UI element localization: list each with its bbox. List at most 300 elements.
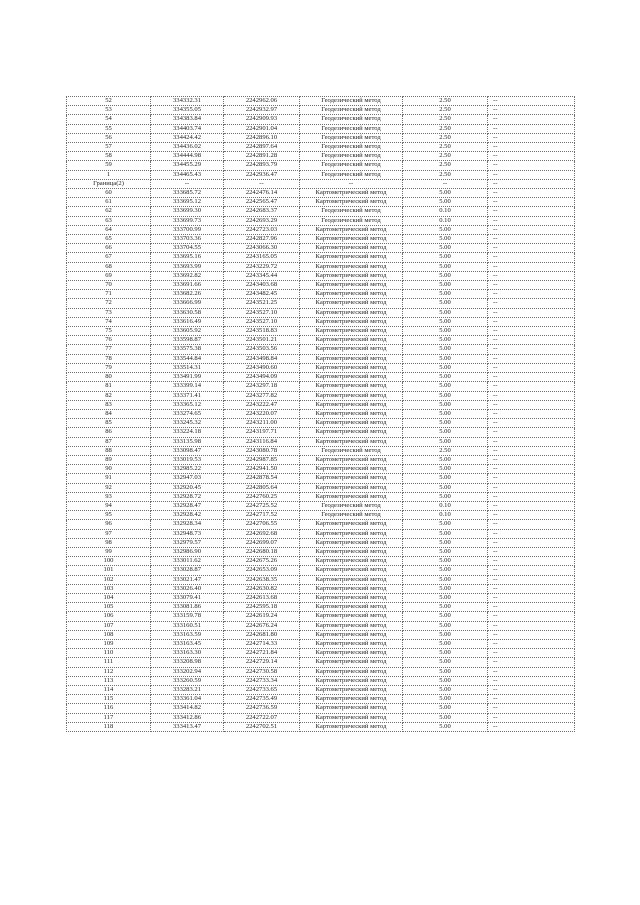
- x-coordinate-cell: 334455.29: [151, 161, 224, 170]
- accuracy-cell: 5.00: [403, 262, 488, 271]
- x-coordinate-cell: 333163.30: [151, 649, 224, 658]
- note-cell: --: [488, 722, 575, 731]
- method-cell: Картометрический метод: [300, 695, 403, 704]
- y-coordinate-cell: 2243345.44: [224, 271, 300, 280]
- x-coordinate-cell: 333699.30: [151, 207, 224, 216]
- y-coordinate-cell: 2243527.10: [224, 317, 300, 326]
- table-row: [67, 354, 575, 363]
- accuracy-cell: 5.00: [403, 391, 488, 400]
- y-coordinate-cell: 2242725.52: [224, 501, 300, 510]
- table-row: [67, 133, 575, 142]
- y-coordinate-cell: 2243501.21: [224, 336, 300, 345]
- method-cell: Картометрический метод: [300, 382, 403, 391]
- y-coordinate-cell: 2242878.54: [224, 474, 300, 483]
- y-coordinate-cell: 2242932.97: [224, 106, 300, 115]
- accuracy-cell: 2.50: [403, 97, 488, 106]
- table-row: [67, 483, 575, 492]
- y-coordinate-cell: 2243277.82: [224, 391, 300, 400]
- method-cell: Картометрический метод: [300, 373, 403, 382]
- table-row: [67, 143, 575, 152]
- y-coordinate-cell: 2243498.84: [224, 354, 300, 363]
- table-row: [67, 584, 575, 593]
- point-number-cell: 79: [67, 363, 151, 372]
- method-cell: Картометрический метод: [300, 713, 403, 722]
- table-row: [67, 271, 575, 280]
- table-row: [67, 630, 575, 639]
- x-coordinate-cell: 334332.31: [151, 97, 224, 106]
- accuracy-cell: 5.00: [403, 492, 488, 501]
- method-cell: Картометрический метод: [300, 520, 403, 529]
- method-cell: Геодезический метод: [300, 170, 403, 179]
- point-number-cell: 85: [67, 419, 151, 428]
- note-cell: --: [488, 133, 575, 142]
- note-cell: --: [488, 538, 575, 547]
- accuracy-cell: 5.00: [403, 649, 488, 658]
- point-number-cell: 114: [67, 686, 151, 695]
- note-cell: --: [488, 695, 575, 704]
- method-cell: Картометрический метод: [300, 686, 403, 695]
- y-coordinate-cell: 2243521.25: [224, 299, 300, 308]
- x-coordinate-cell: 333693.99: [151, 262, 224, 271]
- note-cell: --: [488, 327, 575, 336]
- note-cell: --: [488, 428, 575, 437]
- table-row: [67, 428, 575, 437]
- y-coordinate-cell: 2242729.14: [224, 658, 300, 667]
- y-coordinate-cell: 2242693.29: [224, 216, 300, 225]
- table-row: [67, 317, 575, 326]
- x-coordinate-cell: 333598.87: [151, 336, 224, 345]
- coordinates-document: [66, 96, 574, 732]
- point-number-cell: 108: [67, 630, 151, 639]
- table-row: [67, 400, 575, 409]
- x-coordinate-cell: 332979.57: [151, 538, 224, 547]
- note-cell: --: [488, 686, 575, 695]
- method-cell: Картометрический метод: [300, 308, 403, 317]
- table-row: [67, 281, 575, 290]
- note-cell: --: [488, 382, 575, 391]
- y-coordinate-cell: 2242476.14: [224, 189, 300, 198]
- accuracy-cell: 2.50: [403, 170, 488, 179]
- note-cell: --: [488, 345, 575, 354]
- y-coordinate-cell: 2242676.24: [224, 621, 300, 630]
- x-coordinate-cell: 332928.42: [151, 511, 224, 520]
- accuracy-cell: 5.00: [403, 547, 488, 556]
- method-cell: Картометрический метод: [300, 593, 403, 602]
- note-cell: --: [488, 649, 575, 658]
- note-cell: --: [488, 262, 575, 271]
- note-cell: --: [488, 207, 575, 216]
- x-coordinate-cell: 333575.38: [151, 345, 224, 354]
- table-row: [67, 538, 575, 547]
- method-cell: Картометрический метод: [300, 225, 403, 234]
- x-coordinate-cell: 333371.41: [151, 391, 224, 400]
- point-number-cell: 81: [67, 382, 151, 391]
- accuracy-cell: 5.00: [403, 713, 488, 722]
- note-cell: --: [488, 603, 575, 612]
- table-row: [67, 207, 575, 216]
- method-cell: Картометрический метод: [300, 575, 403, 584]
- method-cell: Геодезический метод: [300, 152, 403, 161]
- table-row: [67, 695, 575, 704]
- point-number-cell: 118: [67, 722, 151, 731]
- table-row: [67, 189, 575, 198]
- x-coordinate-cell: 333630.58: [151, 308, 224, 317]
- x-coordinate-cell: 333028.87: [151, 566, 224, 575]
- x-coordinate-cell: 333224.18: [151, 428, 224, 437]
- method-cell: Картометрический метод: [300, 566, 403, 575]
- y-coordinate-cell: 2242638.35: [224, 575, 300, 584]
- point-number-cell: 95: [67, 511, 151, 520]
- x-coordinate-cell: 333019.53: [151, 455, 224, 464]
- accuracy-cell: 5.00: [403, 198, 488, 207]
- x-coordinate-cell: 333245.32: [151, 419, 224, 428]
- x-coordinate-cell: 333700.99: [151, 225, 224, 234]
- point-number-cell: 78: [67, 354, 151, 363]
- accuracy-cell: 5.00: [403, 189, 488, 198]
- table-row: [67, 676, 575, 685]
- x-coordinate-cell: 333703.36: [151, 235, 224, 244]
- table-row: [67, 179, 575, 188]
- accuracy-cell: 5.00: [403, 465, 488, 474]
- method-cell: Картометрический метод: [300, 704, 403, 713]
- accuracy-cell: 5.00: [403, 400, 488, 409]
- table-row: [67, 446, 575, 455]
- y-coordinate-cell: 2242891.28: [224, 152, 300, 161]
- point-number-cell: 113: [67, 676, 151, 685]
- y-coordinate-cell: 2242893.79: [224, 161, 300, 170]
- note-cell: --: [488, 115, 575, 124]
- x-coordinate-cell: 333081.86: [151, 603, 224, 612]
- point-number-cell: 68: [67, 262, 151, 271]
- note-cell: --: [488, 676, 575, 685]
- point-number-cell: 72: [67, 299, 151, 308]
- method-cell: Картометрический метод: [300, 547, 403, 556]
- accuracy-cell: 5.00: [403, 290, 488, 299]
- method-cell: Картометрический метод: [300, 538, 403, 547]
- accuracy-cell: 5.00: [403, 327, 488, 336]
- table-row: [67, 713, 575, 722]
- x-coordinate-cell: 333202.94: [151, 667, 224, 676]
- y-coordinate-cell: 2242699.07: [224, 538, 300, 547]
- note-cell: --: [488, 244, 575, 253]
- method-cell: Картометрический метод: [300, 336, 403, 345]
- x-coordinate-cell: 334424.42: [151, 133, 224, 142]
- y-coordinate-cell: 2243229.72: [224, 262, 300, 271]
- point-number-cell: 111: [67, 658, 151, 667]
- point-number-cell: 110: [67, 649, 151, 658]
- x-coordinate-cell: 332928.34: [151, 520, 224, 529]
- y-coordinate-cell: 2243197.71: [224, 428, 300, 437]
- accuracy-cell: 5.00: [403, 373, 488, 382]
- y-coordinate-cell: 2242722.07: [224, 713, 300, 722]
- point-number-cell: 90: [67, 465, 151, 474]
- x-coordinate-cell: 333691.66: [151, 281, 224, 290]
- accuracy-cell: 2.50: [403, 161, 488, 170]
- x-coordinate-cell: 333283.21: [151, 686, 224, 695]
- point-number-cell: 109: [67, 639, 151, 648]
- note-cell: --: [488, 124, 575, 133]
- table-row: [67, 336, 575, 345]
- method-cell: Картометрический метод: [300, 317, 403, 326]
- point-number-cell: 92: [67, 483, 151, 492]
- x-coordinate-cell: 333208.98: [151, 658, 224, 667]
- y-coordinate-cell: 2242717.52: [224, 511, 300, 520]
- note-cell: --: [488, 281, 575, 290]
- accuracy-cell: 2.50: [403, 124, 488, 133]
- x-coordinate-cell: 333159.78: [151, 612, 224, 621]
- accuracy-cell: 2.50: [403, 446, 488, 455]
- y-coordinate-cell: 2242735.49: [224, 695, 300, 704]
- note-cell: --: [488, 400, 575, 409]
- note-cell: --: [488, 152, 575, 161]
- point-number-cell: 97: [67, 529, 151, 538]
- y-coordinate-cell: 2242613.68: [224, 593, 300, 602]
- accuracy-cell: 5.00: [403, 299, 488, 308]
- accuracy-cell: 5.00: [403, 225, 488, 234]
- note-cell: --: [488, 216, 575, 225]
- accuracy-cell: 5.00: [403, 363, 488, 372]
- accuracy-cell: 5.00: [403, 686, 488, 695]
- boundary-points-table: [66, 96, 575, 732]
- y-coordinate-cell: 2242723.03: [224, 225, 300, 234]
- note-cell: --: [488, 713, 575, 722]
- point-number-cell: 1: [67, 170, 151, 179]
- accuracy-cell: 2.50: [403, 143, 488, 152]
- point-number-cell: 103: [67, 584, 151, 593]
- accuracy-cell: 5.00: [403, 308, 488, 317]
- method-cell: Геодезический метод: [300, 207, 403, 216]
- y-coordinate-cell: 2242565.47: [224, 198, 300, 207]
- table-row: [67, 299, 575, 308]
- point-number-cell: 52: [67, 97, 151, 106]
- y-coordinate-cell: 2242714.33: [224, 639, 300, 648]
- accuracy-cell: 5.00: [403, 566, 488, 575]
- table-row: [67, 327, 575, 336]
- y-coordinate-cell: 2242681.80: [224, 630, 300, 639]
- y-coordinate-cell: 2243220.07: [224, 409, 300, 418]
- y-coordinate-cell: 2242721.84: [224, 649, 300, 658]
- accuracy-cell: 5.00: [403, 658, 488, 667]
- table-row: [67, 124, 575, 133]
- x-coordinate-cell: 333491.99: [151, 373, 224, 382]
- method-cell: Картометрический метод: [300, 409, 403, 418]
- note-cell: --: [488, 317, 575, 326]
- note-cell: --: [488, 483, 575, 492]
- accuracy-cell: 5.00: [403, 704, 488, 713]
- y-coordinate-cell: 2242897.64: [224, 143, 300, 152]
- table-row: [67, 235, 575, 244]
- x-coordinate-cell: 333412.86: [151, 713, 224, 722]
- method-cell: Геодезический метод: [300, 143, 403, 152]
- table-row: [67, 593, 575, 602]
- note-cell: --: [488, 575, 575, 584]
- y-coordinate-cell: 2242630.82: [224, 584, 300, 593]
- table-row: [67, 603, 575, 612]
- method-cell: Картометрический метод: [300, 299, 403, 308]
- table-row: [67, 547, 575, 556]
- point-number-cell: 70: [67, 281, 151, 290]
- x-coordinate-cell: 333021.47: [151, 575, 224, 584]
- x-coordinate-cell: 332948.73: [151, 529, 224, 538]
- method-cell: Геодезический метод: [300, 97, 403, 106]
- x-coordinate-cell: 332985.22: [151, 465, 224, 474]
- method-cell: Картометрический метод: [300, 649, 403, 658]
- accuracy-cell: 5.00: [403, 538, 488, 547]
- table-row: [67, 170, 575, 179]
- table-row: [67, 575, 575, 584]
- x-coordinate-cell: 333011.62: [151, 557, 224, 566]
- y-coordinate-cell: 2242680.18: [224, 547, 300, 556]
- accuracy-cell: 0.10: [403, 511, 488, 520]
- method-cell: Картометрический метод: [300, 676, 403, 685]
- method-cell: Картометрический метод: [300, 281, 403, 290]
- y-coordinate-cell: 2243490.60: [224, 363, 300, 372]
- method-cell: Картометрический метод: [300, 363, 403, 372]
- table-row: [67, 308, 575, 317]
- method-cell: Картометрический метод: [300, 327, 403, 336]
- point-number-cell: 102: [67, 575, 151, 584]
- note-cell: --: [488, 290, 575, 299]
- point-number-cell: 80: [67, 373, 151, 382]
- table-row: [67, 262, 575, 271]
- x-coordinate-cell: 333365.12: [151, 400, 224, 409]
- method-cell: Картометрический метод: [300, 244, 403, 253]
- method-cell: Картометрический метод: [300, 198, 403, 207]
- accuracy-cell: 5.00: [403, 584, 488, 593]
- accuracy-cell: 5.00: [403, 483, 488, 492]
- point-number-cell: Граница(2): [67, 179, 151, 188]
- x-coordinate-cell: 333163.45: [151, 639, 224, 648]
- table-row: [67, 612, 575, 621]
- point-number-cell: 106: [67, 612, 151, 621]
- note-cell: --: [488, 391, 575, 400]
- point-number-cell: 107: [67, 621, 151, 630]
- x-coordinate-cell: 332928.47: [151, 501, 224, 510]
- table-body: [67, 97, 575, 732]
- accuracy-cell: 5.00: [403, 253, 488, 262]
- y-coordinate-cell: 2243518.83: [224, 327, 300, 336]
- table-row: [67, 704, 575, 713]
- point-number-cell: 59: [67, 161, 151, 170]
- table-row: [67, 97, 575, 106]
- accuracy-cell: 5.00: [403, 428, 488, 437]
- method-cell: Картометрический метод: [300, 290, 403, 299]
- point-number-cell: 116: [67, 704, 151, 713]
- point-number-cell: 57: [67, 143, 151, 152]
- y-coordinate-cell: 2242805.64: [224, 483, 300, 492]
- x-coordinate-cell: 333666.99: [151, 299, 224, 308]
- accuracy-cell: 0.10: [403, 207, 488, 216]
- point-number-cell: 65: [67, 235, 151, 244]
- accuracy-cell: 5.00: [403, 437, 488, 446]
- x-coordinate-cell: 333544.84: [151, 354, 224, 363]
- note-cell: --: [488, 501, 575, 510]
- point-number-cell: 53: [67, 106, 151, 115]
- y-coordinate-cell: 2242692.68: [224, 529, 300, 538]
- accuracy-cell: 2.50: [403, 115, 488, 124]
- point-number-cell: 77: [67, 345, 151, 354]
- method-cell: Картометрический метод: [300, 400, 403, 409]
- x-coordinate-cell: 334436.02: [151, 143, 224, 152]
- note-cell: --: [488, 409, 575, 418]
- method-cell: Геодезический метод: [300, 501, 403, 510]
- method-cell: --: [300, 179, 403, 188]
- x-coordinate-cell: 333605.92: [151, 327, 224, 336]
- table-row: [67, 492, 575, 501]
- accuracy-cell: 5.00: [403, 474, 488, 483]
- table-row: [67, 639, 575, 648]
- method-cell: Геодезический метод: [300, 161, 403, 170]
- note-cell: --: [488, 455, 575, 464]
- point-number-cell: 115: [67, 695, 151, 704]
- x-coordinate-cell: 332986.90: [151, 547, 224, 556]
- point-number-cell: 96: [67, 520, 151, 529]
- x-coordinate-cell: 333163.59: [151, 630, 224, 639]
- accuracy-cell: 5.00: [403, 419, 488, 428]
- method-cell: Геодезический метод: [300, 133, 403, 142]
- x-coordinate-cell: 333616.49: [151, 317, 224, 326]
- accuracy-cell: 2.50: [403, 152, 488, 161]
- method-cell: Геодезический метод: [300, 446, 403, 455]
- y-coordinate-cell: 2242683.37: [224, 207, 300, 216]
- accuracy-cell: 5.00: [403, 409, 488, 418]
- y-coordinate-cell: 2243297.18: [224, 382, 300, 391]
- method-cell: Картометрический метод: [300, 455, 403, 464]
- accuracy-cell: 5.00: [403, 575, 488, 584]
- x-coordinate-cell: 333399.14: [151, 382, 224, 391]
- point-number-cell: 101: [67, 566, 151, 575]
- x-coordinate-cell: 333361.04: [151, 695, 224, 704]
- point-number-cell: 73: [67, 308, 151, 317]
- note-cell: --: [488, 179, 575, 188]
- note-cell: --: [488, 161, 575, 170]
- method-cell: Картометрический метод: [300, 428, 403, 437]
- y-coordinate-cell: 2243222.47: [224, 400, 300, 409]
- accuracy-cell: 5.00: [403, 639, 488, 648]
- note-cell: --: [488, 299, 575, 308]
- note-cell: --: [488, 667, 575, 676]
- note-cell: --: [488, 492, 575, 501]
- note-cell: --: [488, 511, 575, 520]
- table-row: [67, 106, 575, 115]
- table-row: [67, 621, 575, 630]
- x-coordinate-cell: 332928.72: [151, 492, 224, 501]
- x-coordinate-cell: 333692.82: [151, 271, 224, 280]
- point-number-cell: 71: [67, 290, 151, 299]
- x-coordinate-cell: 333274.65: [151, 409, 224, 418]
- accuracy-cell: 2.50: [403, 106, 488, 115]
- y-coordinate-cell: 2242962.06: [224, 97, 300, 106]
- method-cell: Картометрический метод: [300, 658, 403, 667]
- x-coordinate-cell: --: [151, 179, 224, 188]
- point-number-cell: 58: [67, 152, 151, 161]
- y-coordinate-cell: 2242619.24: [224, 612, 300, 621]
- accuracy-cell: 5.00: [403, 336, 488, 345]
- accuracy-cell: 5.00: [403, 235, 488, 244]
- x-coordinate-cell: 333026.40: [151, 584, 224, 593]
- point-number-cell: 91: [67, 474, 151, 483]
- accuracy-cell: 5.00: [403, 354, 488, 363]
- note-cell: --: [488, 363, 575, 372]
- point-number-cell: 112: [67, 667, 151, 676]
- method-cell: Картометрический метод: [300, 612, 403, 621]
- point-number-cell: 54: [67, 115, 151, 124]
- x-coordinate-cell: 333685.72: [151, 189, 224, 198]
- table-row: [67, 722, 575, 731]
- y-coordinate-cell: 2243066.30: [224, 244, 300, 253]
- method-cell: Геодезический метод: [300, 115, 403, 124]
- point-number-cell: 93: [67, 492, 151, 501]
